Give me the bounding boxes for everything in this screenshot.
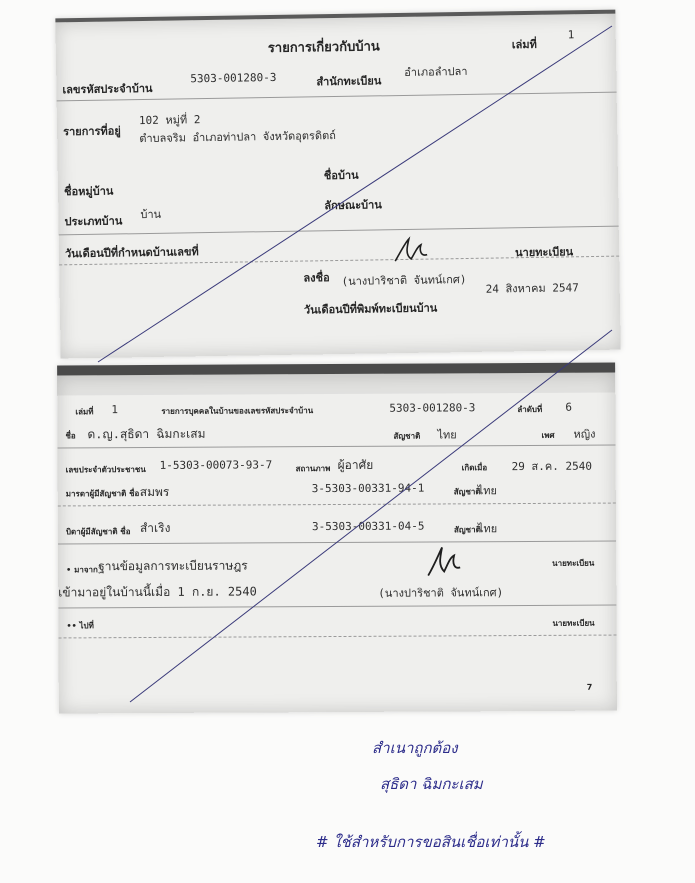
address-line1: 102 หมู่ที่ 2 (138, 113, 201, 128)
sex-value: หญิง (573, 427, 596, 441)
certify-copy-text: สำเนาถูกต้อง (372, 739, 458, 757)
nationality-label: สัญชาติ (393, 431, 421, 441)
book-value: 1 (567, 28, 575, 42)
nationality-value: ไทย (437, 428, 457, 442)
card-title: รายการเกี่ยวกับบ้าน (267, 39, 380, 57)
print-date-value: 24 สิงหาคม 2547 (485, 281, 579, 296)
status-value: ผู้อาศัย (337, 457, 374, 472)
registrar-name: (นางปาริชาติ จันทน์เกศ) (378, 586, 504, 600)
father-nationality-value: ไทย (477, 522, 498, 536)
village-label: ชื่อหมู่บ้าน (63, 184, 114, 199)
address-label: รายการที่อยู่ (63, 124, 121, 139)
father-name: สำเริง (139, 520, 171, 536)
page-number: 7 (586, 682, 593, 692)
name-value: ด.ญ.สุธิดา ฉิมกะเสม (87, 426, 206, 442)
id-label: เลขประจำตัวประชาชน (65, 465, 146, 475)
registry-office-label: สำนักทะเบียน (316, 74, 382, 89)
card-title: รายการบุคคลในบ้านของเลขรหัสประจำบ้าน (161, 406, 314, 416)
house-name-label: ชื่อบ้าน (323, 168, 359, 183)
usage-restriction-text: # ใช้สำหรับการขอสินเชื่อเท่านั้น # (316, 833, 546, 851)
status-label: สถานภาพ (295, 464, 331, 474)
house-feature-label: ลักษณะบ้าน (324, 198, 382, 213)
mother-nationality-value: ไทย (477, 484, 498, 498)
father-label: บิดาผู้มีสัญชาติ ชื่อ (65, 527, 131, 537)
book-label: เล่มที่ (75, 407, 94, 417)
birth-date-value: 29 ส.ค. 2540 (511, 459, 592, 474)
moved-label: •• ไปที่ (66, 621, 94, 631)
address-line2: ตำบลจริม อำเภอท่าปลา จังหวัดอุตรดิตถ์ (139, 129, 336, 146)
house-code-label: เลขรหัสประจำบ้าน (62, 81, 153, 97)
signature-label: ลงชื่อ (303, 271, 330, 285)
registrar-name: (นางปาริชาติ จันทน์เกศ) (341, 272, 467, 288)
registry-office-value: อำเภอลำปลา (404, 64, 468, 79)
note-label: • มาจาก (66, 565, 98, 575)
assign-date-label: วันเดือนปีที่กำหนดบ้านเลขที่ (64, 245, 199, 261)
mother-label: มารดาผู้มีสัญชาติ ชื่อ (65, 489, 140, 499)
print-date-label: วันเดือนปีที่พิมพ์ทะเบียนบ้าน (303, 301, 438, 317)
birth-label: เกิดเมื่อ (461, 463, 488, 473)
note-value: ฐานข้อมูลการทะเบียนราษฎร (98, 558, 248, 574)
sex-label: เพศ (541, 430, 555, 440)
move-in-text: เข้ามาอยู่ในบ้านนี้เมื่อ 1 ก.ย. 2540 (58, 584, 257, 600)
father-nationality-label: สัญชาติ (453, 525, 481, 535)
house-type-value: บ้าน (140, 207, 162, 222)
registrar-label: นายทะเบียน (552, 558, 595, 568)
father-id: 3-5303-00331-04-5 (311, 519, 425, 534)
id-value: 1-5303-00073-93-7 (159, 458, 273, 472)
owner-handwritten-name: สุธิดา ฉิมกะเสม (380, 775, 483, 793)
order-label: ลำดับที่ (517, 404, 543, 415)
order-value: 6 (565, 400, 572, 414)
name-label: ชื่อ (65, 431, 76, 441)
registrar-label: นายทะเบียน (514, 245, 574, 260)
book-value: 1 (111, 403, 118, 417)
mother-name: สมพร (139, 484, 170, 500)
registrar-label-2: นายทะเบียน (552, 618, 595, 628)
house-code-value: 5303-001280-3 (190, 70, 277, 86)
house-code-value: 5303-001280-3 (389, 401, 476, 415)
book-label: เล่มที่ (511, 37, 537, 52)
house-type-label: ประเภทบ้าน (64, 214, 123, 229)
mother-id: 3-5303-00331-94-1 (311, 481, 425, 496)
mother-nationality-label: สัญชาติ (453, 487, 481, 497)
